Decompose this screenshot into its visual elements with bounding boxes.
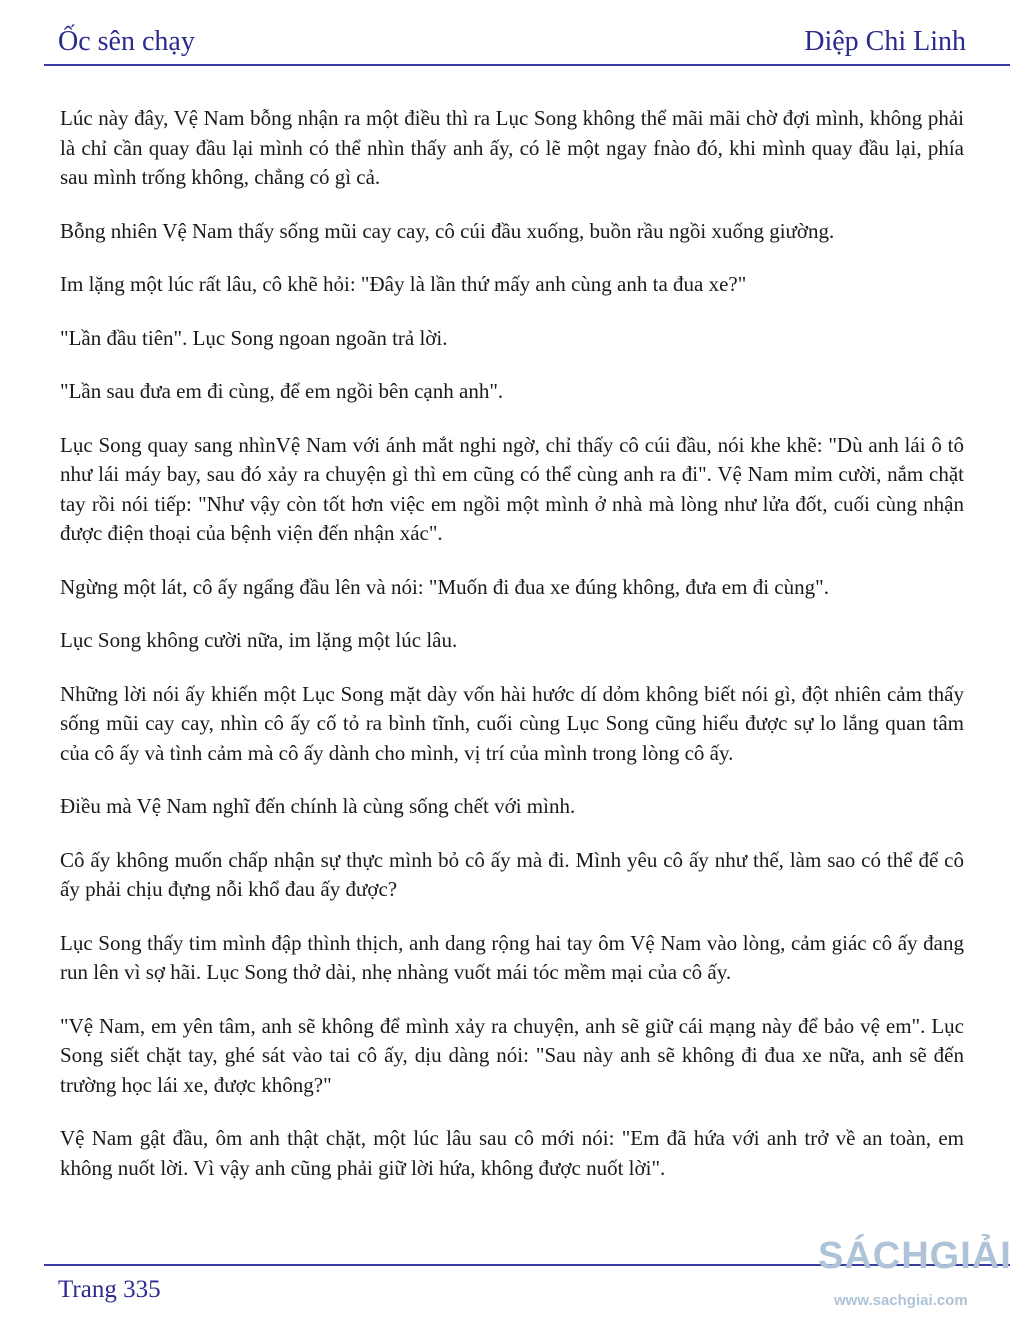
watermark-logo: SÁCHGIẢI [818, 1235, 1012, 1277]
paragraph: Lục Song quay sang nhìnVệ Nam với ánh mắt nghi ngờ, chỉ thấy cô cúi đầu, nói khe khẽ: "Dù anh lái ô tô như lái máy bay, sau đó xảy ra chuyện gì thì em cũng có thể cùng anh ra đi". Vệ Nam mỉm cười, nắm chặt tay rồi nói tiếp: "Như vậy còn tốt hơn việc em ngồi một mình ở nhà mà lòng như lửa đốt, cuối cùng nhận được điện thoại của bệnh viện đến nhận xác". [60, 432, 964, 545]
watermark-url: www.sachgiai.com [834, 1292, 968, 1309]
watermark [818, 1234, 1018, 1318]
paragraph: Ngừng một lát, cô ấy ngẩng đầu lên và nói: "Muốn đi đua xe đúng không, đưa em đi cùng". [60, 574, 829, 599]
book-author: Diệp Chi Linh [804, 26, 966, 57]
paragraph: Vệ Nam gật đầu, ôm anh thật chặt, một lúc lâu sau cô mới nói: "Em đã hứa với anh trở về an toàn, em không nuốt lời. Vì vậy anh cũng phải giữ lời hứa, không được nuốt lời". [60, 1126, 964, 1180]
paragraph: "Lần đầu tiên". Lục Song ngoan ngoãn trả lời. [60, 325, 448, 350]
book-title: Ốc sên chạy [58, 26, 195, 57]
paragraph: Cô ấy không muốn chấp nhận sự thực mình bỏ cô ấy mà đi. Mình yêu cô ấy như thế, làm sao có thể để cô ấy phải chịu đựng nỗi khổ đau ấy được? [60, 847, 964, 901]
paragraph: "Lần sau đưa em đi cùng, để em ngồi bên cạnh anh". [60, 379, 504, 403]
paragraph: Im lặng một lúc rất lâu, cô khẽ hỏi: "Đây là lần thứ mấy anh cùng anh ta đua xe?" [60, 272, 747, 296]
paragraph: Lục Song không cười nữa, im lặng một lúc lâu. [60, 628, 458, 652]
paragraph: Lúc này đây, Vệ Nam bỗng nhận ra một điều thì ra Lục Song không thể mãi mãi chờ đợi mình, không phải là chỉ cần quay đầu lại mình có thể nhìn thấy anh ấy, có lẽ một ngay fnào đó, khi mình quay đầu lại, phía sau mình trống không, chẳng có gì cả. [60, 106, 964, 189]
page-number: Trang 335 [58, 1276, 161, 1303]
paragraph: Những lời nói ấy khiến một Lục Song mặt dày vốn hài hước dí dỏm không biết nói gì, đột nhiên cảm thấy sống mũi cay cay, nhìn cô ấy cố tỏ ra bình tĩnh, cuối cùng Lục Song cũng hiểu được sự lo lắng quan tâm của cô ấy và tình cảm mà cô ấy dành cho mình, vị trí của mình trong lòng cô ấy. [60, 681, 964, 765]
page-content [60, 104, 964, 1207]
header-divider [44, 64, 1010, 66]
paragraph: Điều mà Vệ Nam nghĩ đến chính là cùng sống chết với mình. [60, 794, 576, 818]
paragraph: Bỗng nhiên Vệ Nam thấy sống mũi cay cay, cô cúi đầu xuống, buồn rầu ngồi xuống giường. [60, 218, 835, 243]
paragraph: Lục Song thấy tim mình đập thình thịch, anh dang rộng hai tay ôm Vệ Nam vào lòng, cảm giác cô ấy đang run lên vì sợ hãi. Lục Song thở dài, nhẹ nhàng vuốt mái tóc mềm mại của cô ấy. [60, 930, 964, 984]
paragraph: "Vệ Nam, em yên tâm, anh sẽ không để mình xảy ra chuyện, anh sẽ giữ cái mạng này để bảo vệ em". Lục Song siết chặt tay, ghé sát vào tai cô ấy, dịu dàng nói: "Sau này anh sẽ không đi đua xe nữa, anh sẽ đến trường học lái xe, được không?" [60, 1013, 964, 1097]
page-header [58, 24, 966, 60]
